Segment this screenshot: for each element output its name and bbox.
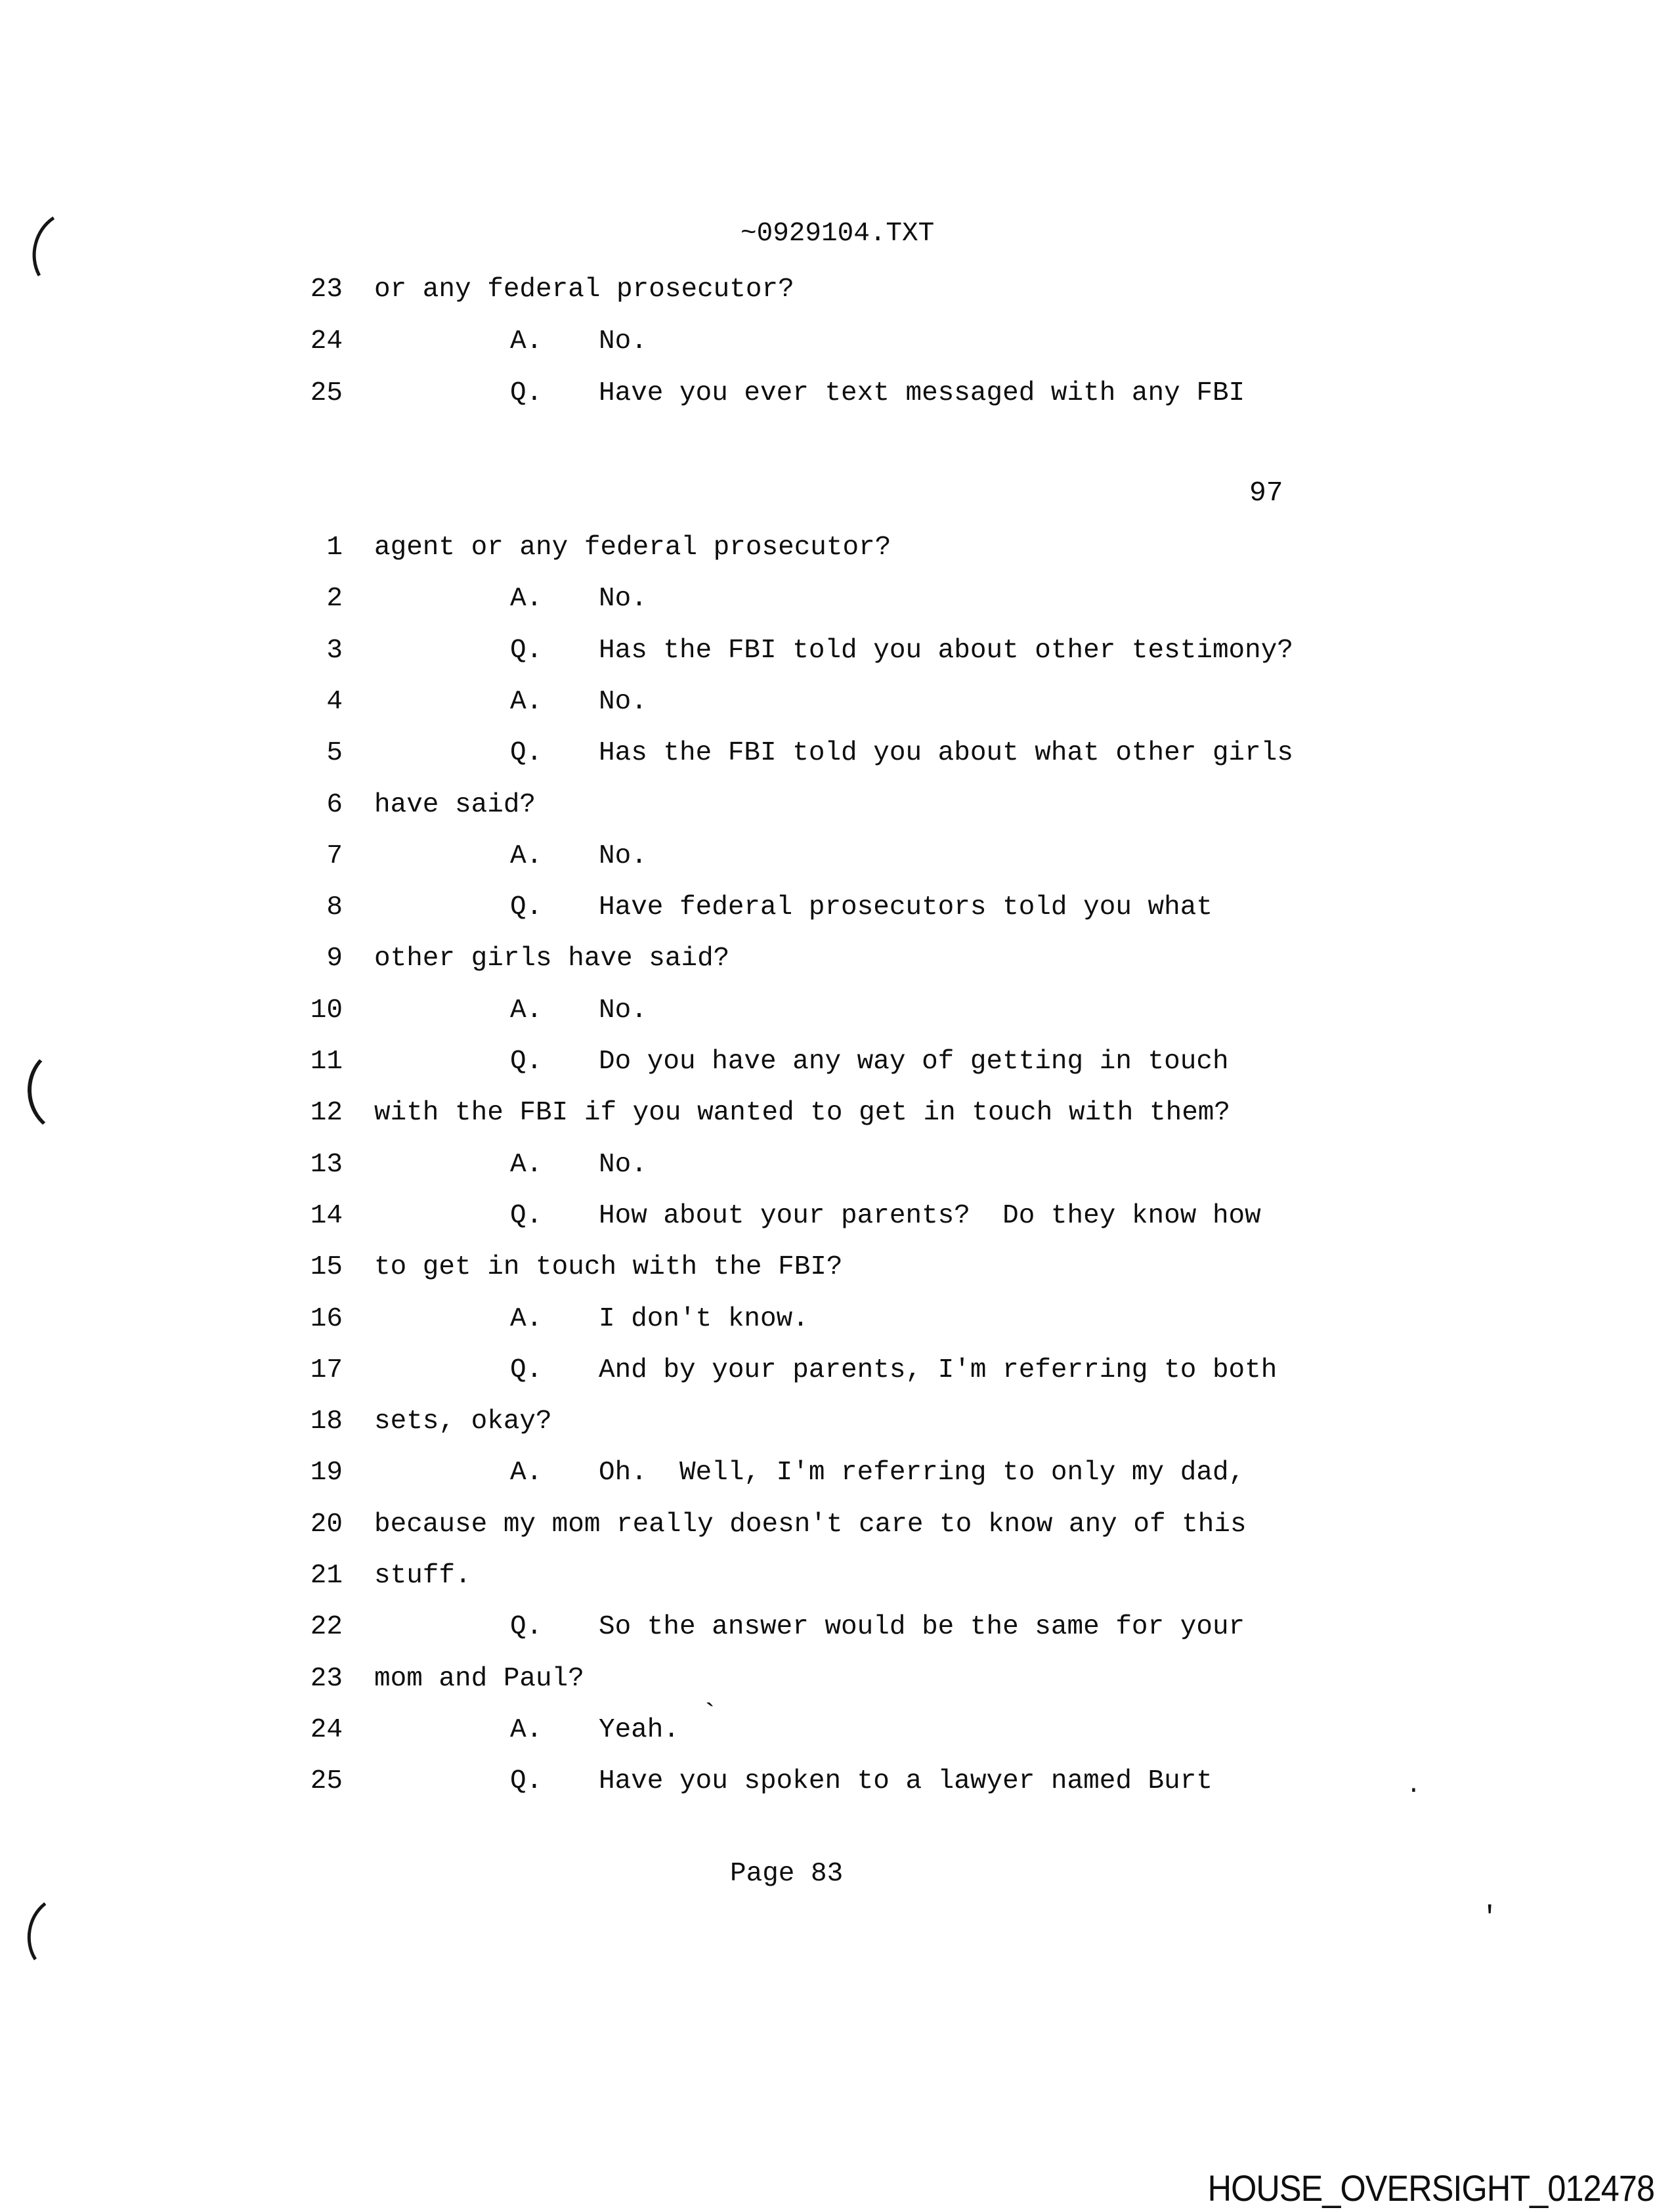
line-number: 6 xyxy=(326,789,343,820)
line-number: 15 xyxy=(310,1252,343,1283)
line-text: No. xyxy=(599,686,647,717)
document-filename-header: ~0929104.TXT xyxy=(740,219,935,249)
transcript-line xyxy=(0,1612,1674,1651)
transcript-line xyxy=(0,995,1674,1035)
transcript-line xyxy=(0,1304,1674,1343)
line-text: Have you ever text messaged with any FBI xyxy=(599,378,1245,408)
line-text: mom and Paul? xyxy=(374,1663,584,1694)
line-text: No. xyxy=(599,840,647,871)
transcript-line xyxy=(0,584,1674,623)
line-text: Oh. Well, I'm referring to only my dad, xyxy=(599,1458,1245,1488)
transcript-line xyxy=(0,1664,1674,1703)
speaker-label: A. xyxy=(510,326,543,357)
stray-scan-mark-backtick: ` xyxy=(701,1699,719,1732)
footer-page-label: Page 83 xyxy=(730,1859,844,1889)
line-text: to get in touch with the FBI? xyxy=(374,1252,843,1283)
line-text: No. xyxy=(599,326,647,357)
line-number: 25 xyxy=(310,378,343,408)
line-number: 5 xyxy=(326,738,343,769)
line-number: 16 xyxy=(310,1303,343,1334)
line-number: 4 xyxy=(326,686,343,717)
speaker-label: Q. xyxy=(510,1047,543,1077)
transcript-line xyxy=(0,1047,1674,1086)
speaker-label: Q. xyxy=(510,1200,543,1231)
speaker-label: Q. xyxy=(510,1766,543,1797)
line-text: other girls have said? xyxy=(374,943,730,974)
transcript-line xyxy=(0,1509,1674,1549)
line-text: So the answer would be the same for your xyxy=(599,1612,1245,1643)
line-text: have said? xyxy=(374,789,536,820)
transcript-line xyxy=(0,1252,1674,1291)
speaker-label: A. xyxy=(510,584,543,615)
transcript-line xyxy=(0,532,1674,572)
transcript-line xyxy=(0,1355,1674,1395)
transcript-line xyxy=(0,738,1674,777)
speaker-label: A. xyxy=(510,1714,543,1745)
line-text: And by your parents, I'm referring to both xyxy=(599,1355,1277,1385)
line-text: Have federal prosecutors told you what xyxy=(599,892,1213,923)
line-text: Has the FBI told you about what other girls xyxy=(599,738,1293,769)
transcript-line xyxy=(0,943,1674,983)
line-text: I don't know. xyxy=(599,1303,809,1334)
speaker-label: A. xyxy=(510,1303,543,1334)
line-number: 8 xyxy=(326,892,343,923)
line-number: 3 xyxy=(326,635,343,666)
line-text: agent or any federal prosecutor? xyxy=(374,532,891,563)
transcript-line xyxy=(0,892,1674,932)
transcript-line xyxy=(0,274,1674,314)
speaker-label: A. xyxy=(510,995,543,1026)
line-number: 7 xyxy=(326,840,343,871)
line-text: sets, okay? xyxy=(374,1406,552,1437)
speaker-label: A. xyxy=(510,1458,543,1488)
speaker-label: A. xyxy=(510,840,543,871)
line-number: 22 xyxy=(310,1612,343,1643)
speaker-label: Q. xyxy=(510,1612,543,1643)
line-text: stuff. xyxy=(374,1561,471,1591)
speaker-label: Q. xyxy=(510,378,543,408)
line-text: No. xyxy=(599,584,647,615)
transcript-line xyxy=(0,1458,1674,1497)
speaker-label: Q. xyxy=(510,738,543,769)
transcript-line xyxy=(0,378,1674,418)
line-number: 21 xyxy=(310,1561,343,1591)
line-text: Has the FBI told you about other testimony? xyxy=(599,635,1293,666)
stray-scan-mark-apostrophe: ' xyxy=(1481,1901,1499,1934)
transcript-line xyxy=(0,1098,1674,1137)
transcript-line xyxy=(0,687,1674,726)
speaker-label: Q. xyxy=(510,892,543,923)
line-number: 20 xyxy=(310,1509,343,1540)
line-number: 25 xyxy=(310,1766,343,1797)
transcript-line xyxy=(0,1561,1674,1600)
speaker-label: Q. xyxy=(510,635,543,666)
speaker-label: A. xyxy=(510,686,543,717)
line-text: because my mom really doesn't care to know any of this xyxy=(374,1509,1247,1540)
line-number: 24 xyxy=(310,326,343,357)
transcript-line xyxy=(0,326,1674,366)
line-text: with the FBI if you wanted to get in touch with them? xyxy=(374,1098,1231,1129)
transcript-line xyxy=(0,790,1674,829)
line-number: 23 xyxy=(310,1663,343,1694)
hole-punch-arc-bottom xyxy=(21,1889,106,1982)
transcript-line xyxy=(0,1715,1674,1754)
line-number: 19 xyxy=(310,1458,343,1488)
line-number: 1 xyxy=(326,532,343,563)
transcript-line xyxy=(0,1150,1674,1189)
transcript-line xyxy=(0,1201,1674,1240)
line-number: 24 xyxy=(310,1714,343,1745)
line-text: or any federal prosecutor? xyxy=(374,274,794,305)
line-text: No. xyxy=(599,995,647,1026)
transcript-line xyxy=(0,1406,1674,1446)
line-number: 18 xyxy=(310,1406,343,1437)
line-text: No. xyxy=(599,1149,647,1180)
stray-scan-mark-dot: . xyxy=(1406,1771,1421,1800)
line-number: 11 xyxy=(310,1047,343,1077)
transcript-line xyxy=(0,841,1674,880)
line-text: Have you spoken to a lawyer named Burt xyxy=(599,1766,1213,1797)
line-number: 13 xyxy=(310,1149,343,1180)
line-text: Do you have any way of getting in touch xyxy=(599,1047,1229,1077)
transcript-line xyxy=(0,636,1674,675)
line-number: 14 xyxy=(310,1200,343,1231)
line-text: Yeah. xyxy=(599,1714,680,1745)
line-number: 9 xyxy=(326,943,343,974)
line-number: 23 xyxy=(310,274,343,305)
line-number: 12 xyxy=(310,1098,343,1129)
transcript-page-number: 97 xyxy=(1249,477,1283,509)
bates-number: HOUSE_OVERSIGHT_012478 xyxy=(1207,2167,1654,2209)
line-number: 17 xyxy=(310,1355,343,1385)
transcript-line xyxy=(0,1766,1674,1806)
line-number: 10 xyxy=(310,995,343,1026)
speaker-label: A. xyxy=(510,1149,543,1180)
line-number: 2 xyxy=(326,584,343,615)
speaker-label: Q. xyxy=(510,1355,543,1385)
line-text: How about your parents? Do they know how xyxy=(599,1200,1261,1231)
